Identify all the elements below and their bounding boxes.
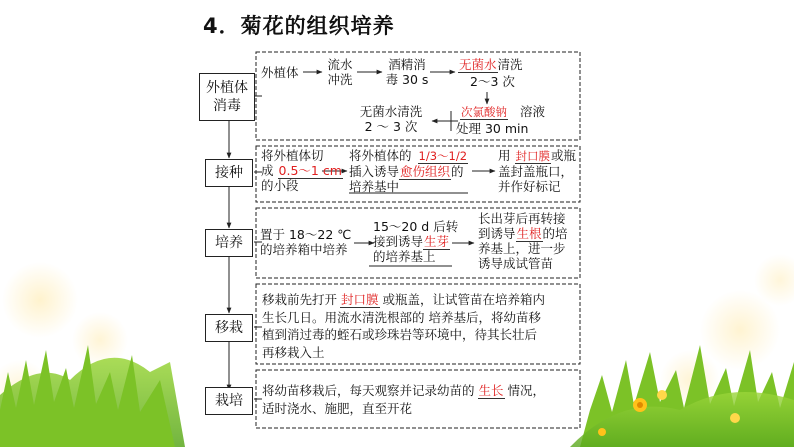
fill-in-answer: 生长 [478, 383, 504, 398]
node-transfer-shoot [373, 219, 458, 264]
fill-in-answer: 次氯酸钠 [461, 105, 507, 119]
node-text: 清洗 [497, 57, 523, 72]
node-text: 接到诱导 [373, 234, 424, 249]
stage-label-line: 消毒 [213, 98, 241, 114]
node-treatment-time: 处理 30 min [456, 121, 529, 136]
node-hypochlorite [460, 104, 545, 120]
node-text: 用 [498, 148, 511, 163]
node-line: 的培养箱中培养 [260, 242, 348, 257]
stage-label-cultivation: 栽培 [205, 387, 253, 415]
node-line: 再移栽入土 [262, 344, 325, 360]
node-text: 插入诱导 [349, 164, 400, 179]
fill-in-answer: 封口膜 [341, 292, 379, 307]
node-running-water-rinse [324, 57, 356, 87]
node-line: 生长几日。用流水清洗根部的 培养基后，将幼苗移 [262, 309, 541, 325]
node-line: 2 ～ 3 次 [364, 119, 418, 134]
page-title: 4．菊花的组织培养 [203, 14, 395, 38]
node-transplant-text [262, 291, 545, 361]
node-line: 酒精消 [388, 57, 426, 72]
fill-in-answer: 封口膜 [515, 149, 551, 163]
node-text: 或瓶 [551, 148, 577, 163]
node-line: 适时浇水、施肥，直至开花 [262, 401, 413, 416]
node-line: 的培养基上 [373, 249, 436, 264]
node-line: 冲洗 [327, 72, 353, 87]
node-cut-explant [261, 148, 343, 193]
node-final-rinse [355, 104, 427, 134]
node-line: 15～20 d 后转 [373, 219, 459, 234]
node-insert-explant [349, 148, 468, 194]
node-times: 2～3 次 [470, 74, 515, 89]
node-text: 成 [261, 163, 274, 178]
stage-label-explant-disinfection [199, 73, 255, 121]
node-cultivation-text [262, 382, 545, 418]
node-text: 或瓶盖，让试管苗在培养箱内 [382, 292, 546, 307]
fill-in-answer: 愈伤组织 [400, 164, 451, 179]
node-line: 将外植体切 [261, 148, 324, 163]
node-text: 移栽前先打开 [262, 292, 338, 307]
node-line: 并作好标记 [498, 179, 561, 194]
node-line: 盖封盖瓶口， [498, 164, 574, 179]
node-line: 培养基中 [349, 179, 400, 194]
node-line: 养基上，进一步 [478, 241, 566, 256]
node-text: 情况， [507, 383, 546, 398]
node-line: 流水 [327, 57, 353, 72]
node-text: 将幼苗移栽后，每天观察并记录幼苗的 [262, 383, 475, 398]
node-text: 的培 [542, 226, 568, 241]
stage-label-transplant: 移栽 [205, 314, 253, 342]
fill-in-answer: 生根 [516, 226, 542, 241]
fill-in-answer: 无菌水 [459, 57, 497, 72]
fill-in-answer: 生芽 [424, 234, 450, 249]
stage-label-line: 外植体 [206, 80, 248, 96]
node-sterile-water-rinse [458, 57, 523, 72]
fill-in-answer: 1/3～1/2 [418, 149, 468, 163]
node-text: 溶液 [520, 104, 546, 119]
node-text: 将外植体的 [349, 148, 412, 163]
stage-label-culture: 培养 [205, 229, 253, 257]
node-seal-bottle [498, 148, 576, 194]
node-line: 置于 18～22 ℃ [260, 227, 352, 242]
node-explant: 外植体 [261, 65, 299, 80]
node-incubate [260, 227, 351, 257]
node-line: 毒 30 s [385, 72, 429, 87]
node-transfer-root [478, 211, 568, 271]
node-line: 长出芽后再转接 [478, 211, 566, 226]
node-text: 到诱导 [478, 226, 516, 241]
fill-in-answer: 0.5～1 cm [278, 163, 342, 178]
node-line: 植到消过毒的蛭石或珍珠岩等环境中，待其长壮后 [262, 327, 538, 342]
node-text: 的 [451, 164, 464, 179]
stage-label-inoculation: 接种 [205, 159, 253, 187]
node-line: 无菌水清洗 [359, 104, 423, 119]
node-line: 诱导成试管苗 [478, 256, 554, 271]
node-alcohol-disinfect [384, 57, 430, 87]
node-line: 的小段 [261, 178, 299, 193]
